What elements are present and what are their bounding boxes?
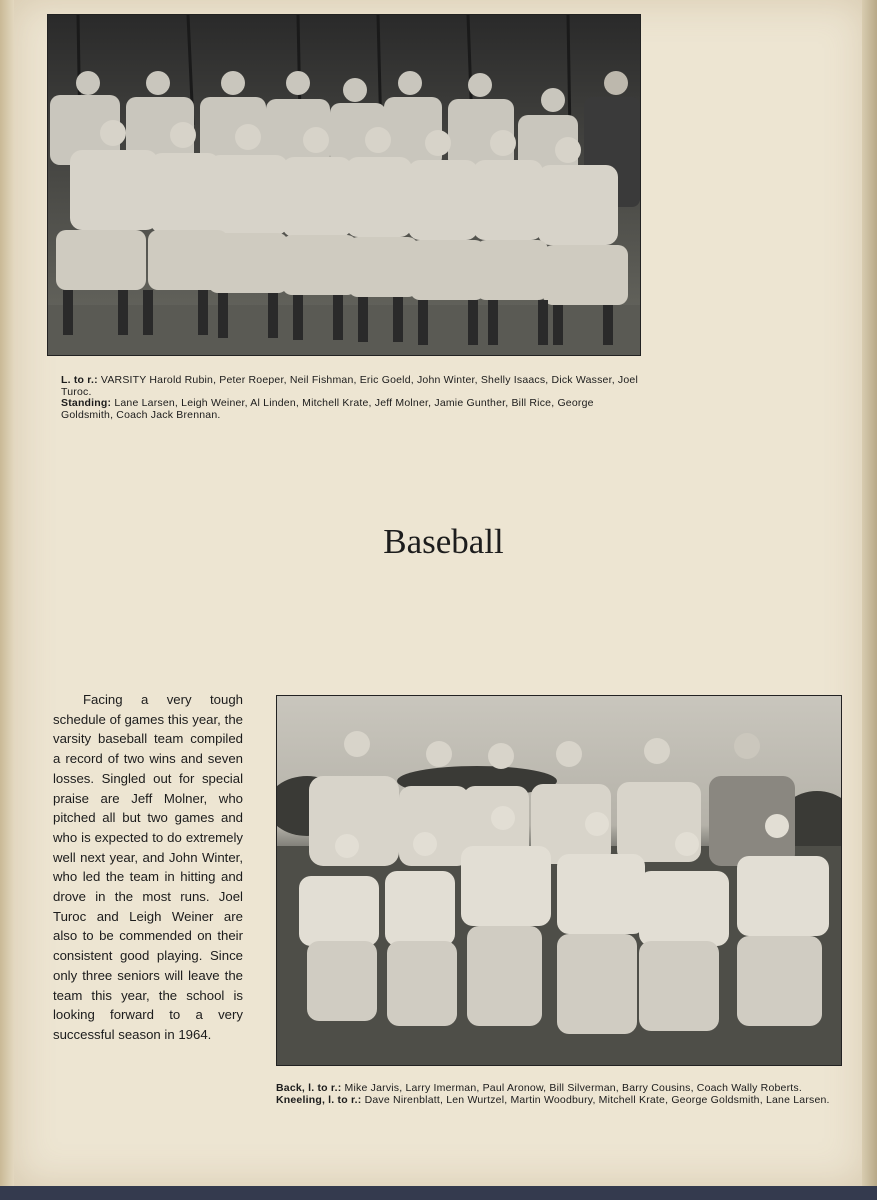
- page-bottom-edge: [0, 1186, 877, 1200]
- caption-text: VARSITY Harold Rubin, Peter Roeper, Neil Fishman, Eric Goeld, John Winter, Shelly Isaacs, Dick Wasser, Joel Turoc.: [61, 374, 638, 398]
- article-text: Facing a very tough schedule of games this year, the varsity baseball team compiled a record of two wins and seven losses. Singled out for special praise are Jeff Molner, who pitched all but two games and who is expected to do extremely well next year, and John Winter, who led the team in hitting and drove in the most runs. Joel Turoc and Leigh Weiner are also to be commended on their consistent good playing. Since only three seniors will leave the team this year, the school is looking forward to a very successful season in 1964.: [53, 692, 243, 1042]
- caption-label: Standing:: [61, 397, 112, 409]
- jv-caption: [276, 1083, 842, 1106]
- caption-text: Mike Jarvis, Larry Imerman, Paul Aronow, Bill Silverman, Barry Cousins, Coach Wally Roberts.: [341, 1082, 802, 1094]
- caption-label: Back, l. to r.:: [276, 1082, 342, 1094]
- varsity-team-photo: [47, 14, 641, 356]
- page-edge: [862, 0, 877, 1200]
- caption-text: Dave Nirenblatt, Len Wurtzel, Martin Woodbury, Mitchell Krate, George Goldsmith, Lane Larsen.: [361, 1093, 830, 1106]
- caption-text: Lane Larsen, Leigh Weiner, Al Linden, Mitchell Krate, Jeff Molner, Jamie Gunther, Bill Rice, George Goldsmith, Coach Jack Brennan.: [61, 397, 594, 421]
- caption-label: L. to r.:: [61, 374, 98, 386]
- caption-label: Kneeling, l. to r.:: [276, 1093, 362, 1106]
- page-title: Baseball: [383, 522, 504, 561]
- jv-team-photo: [276, 695, 842, 1066]
- varsity-caption: [61, 375, 641, 421]
